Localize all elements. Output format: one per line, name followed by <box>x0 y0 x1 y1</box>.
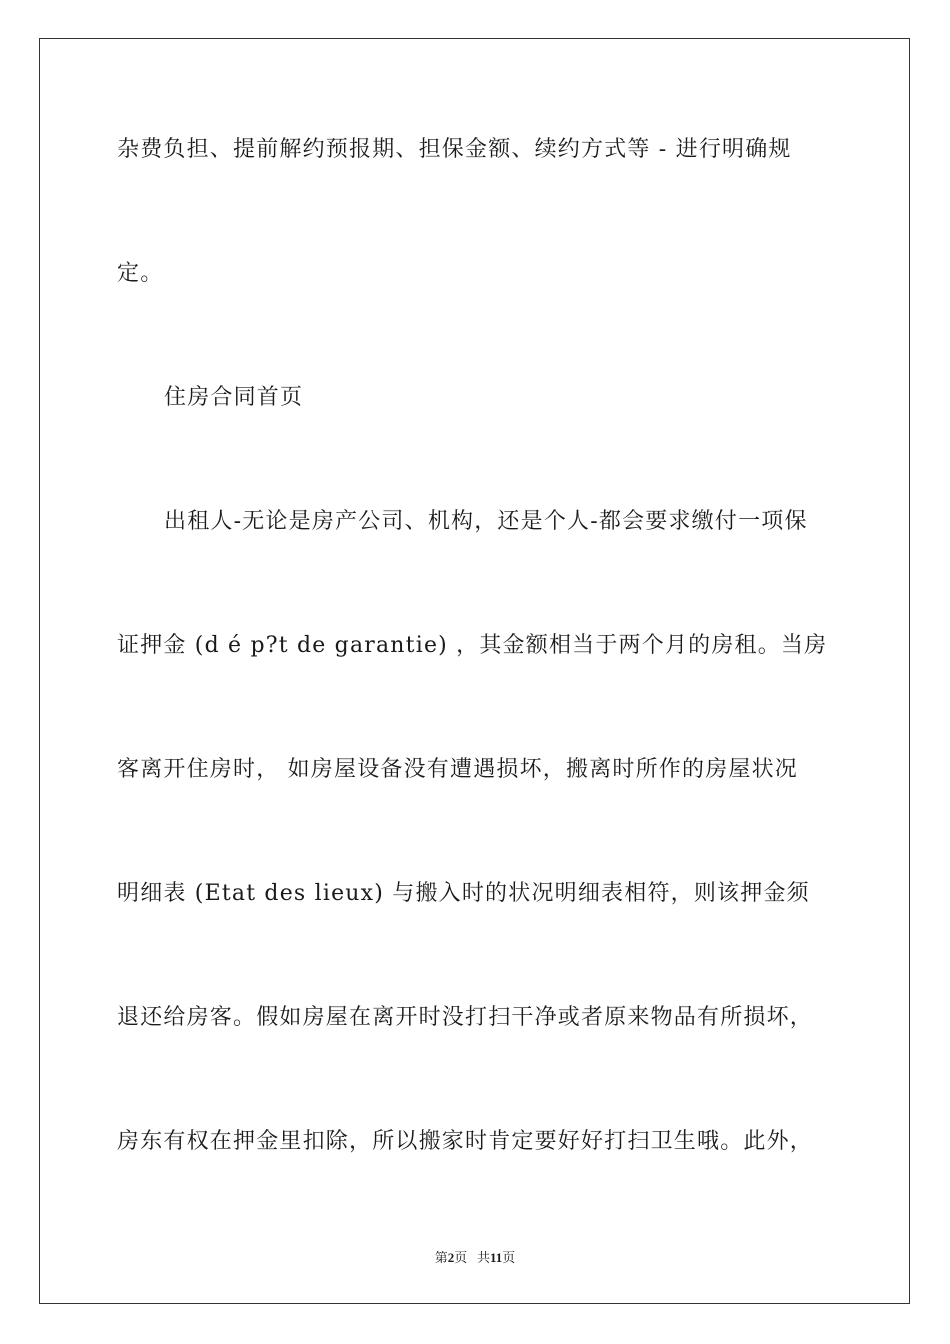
footer-total-suffix: 页 <box>502 1250 516 1265</box>
footer-page-number: 2 <box>447 1250 455 1265</box>
page-footer <box>0 1247 950 1266</box>
footer-total-pages: 11 <box>489 1250 503 1265</box>
body-line-8: 退还给房客。假如房屋在离开时没打扫干净或者原来物品有所损坏， <box>117 1005 814 1030</box>
body-line-6: 客离开住房时， 如房屋设备没有遭遇损坏，搬离时所作的房屋状况 <box>117 757 798 782</box>
footer-total-prefix: 共 <box>476 1250 490 1265</box>
footer-page-suffix: 页 <box>454 1250 468 1265</box>
body-line-1: 杂费负担、提前解约预报期、担保金额、续约方式等 - 进行明确规 <box>117 137 792 162</box>
section-heading: 住房合同首页 <box>164 385 304 410</box>
body-line-4: 出租人-无论是房产公司、机构，还是个人-都会要求缴付一项保 <box>164 509 808 534</box>
page-frame <box>39 38 910 1304</box>
footer-page-prefix: 第 <box>434 1250 448 1265</box>
body-line-9: 房东有权在押金里扣除，所以搬家时肯定要好好打扫卫生哦。此外， <box>117 1129 814 1154</box>
body-line-7: 明细表 (Etat des lieux) 与搬入时的状况明细表相符，则该押金须 <box>117 881 810 906</box>
body-line-5: 证押金 (d é p?t de garantie) ，其金额相当于两个月的房租。当房 <box>117 633 828 658</box>
body-line-2: 定。 <box>117 261 164 286</box>
